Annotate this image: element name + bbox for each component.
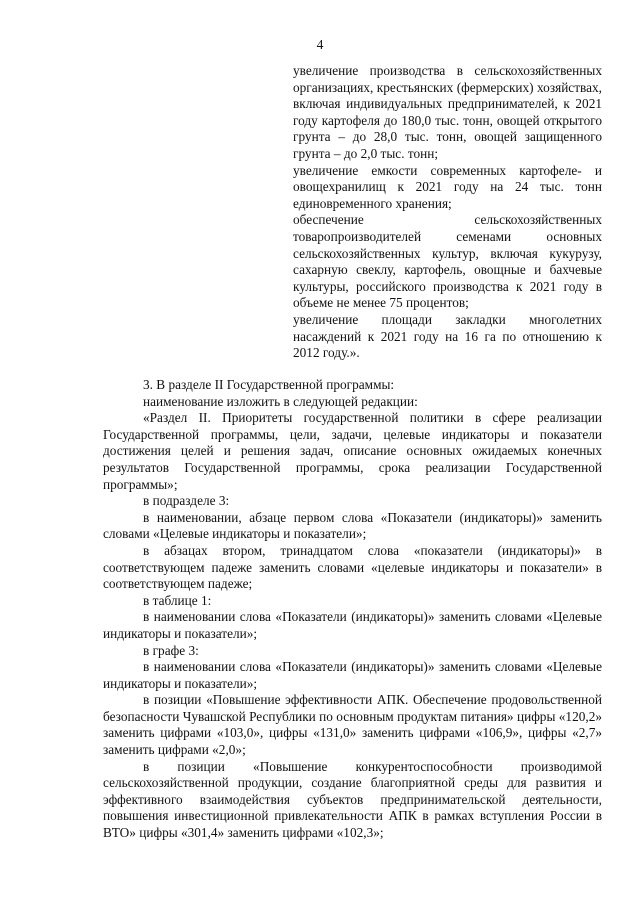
paragraph: в наименовании слова «Показатели (индикаторы)» заменить словами «Целевые индикаторы и показатели»;	[103, 659, 602, 691]
document-body	[103, 377, 602, 842]
paragraph: в подразделе 3:	[143, 493, 230, 509]
page-number: 4	[316, 37, 324, 52]
quoted-list-column	[293, 63, 602, 362]
paragraph: в таблице 1:	[143, 592, 212, 608]
list-item: увеличение емкости современных картофеле- и овощехранилищ к 2021 году на 24 тыс. тонн единовременного хранения;	[293, 162, 602, 211]
paragraph: в наименовании, абзаце первом слова «Показатели (индикаторы)» заменить словами «Целевые индикаторы и показатели»;	[103, 509, 602, 542]
list-item: увеличение производства в сельскохозяйственных организациях, крестьянских (фермерских) хозяйствах, включая индивидуальных предпринимателей, к 2021 году картофеля до 180,0 тыс. тонн, овощей открытого грунта – до 28,0 тыс. тонн, овощей защищенного грунта – до 2,0 тыс. тонн;	[293, 63, 602, 161]
paragraph: в позиции «Повышение конкурентоспособности производимой сельскохозяйственной продукции, создание благоприятной среды для развития и эффективного взаимодействия субъектов предпринимательской деятельности, повышения инвестиционной привлекательности АПК в рамках вступления России в ВТО» цифры «301,4» заменить цифрами «102,3»;	[103, 758, 602, 841]
list-item: обеспечение сельскохозяйственных товаропроизводителей семенами основных сельскохозяйственных культур, включая кукурузу, сахарную свеклу, картофель, овощные и бахчевые культуры, российского производства к 2021 году в объеме не менее 75 процентов;	[293, 212, 602, 311]
paragraph: наименование изложить в следующей редакции:	[143, 393, 418, 409]
list-item: увеличение площади закладки многолетних насаждений к 2021 году на 16 га по отношению к 2012 году.».	[293, 311, 602, 361]
paragraph: «Раздел II. Приоритеты государственной политики в сфере реализации Государственной программы, цели, задачи, целевые индикаторы и показатели достижения целей и решения задач, описание основных ожидаемых конечных результатов Государственной программы, срока реализации Государственной программы»;	[103, 410, 602, 492]
paragraph: в графе 3:	[143, 642, 199, 658]
paragraph: 3. В разделе II Государственной программы:	[143, 377, 395, 392]
paragraph: в абзацах втором, тринадцатом слова «показатели (индикаторы)» в соответствующем падеже заменить словами «целевые индикаторы и показатели» в соответствующем падеже;	[103, 542, 602, 592]
paragraph: в позиции «Повышение эффективности АПК. Обеспечение продовольственной безопасности Чувашской Республики по основным продуктам питания» цифры «120,2» заменить цифрами «103,0», цифры «131,0» заменить цифрами «106,9», цифры «2,7» заменить цифрами «2,0»;	[103, 692, 602, 758]
paragraph: в наименовании слова «Показатели (индикаторы)» заменить словами «Целевые индикаторы и показатели»;	[103, 609, 602, 641]
